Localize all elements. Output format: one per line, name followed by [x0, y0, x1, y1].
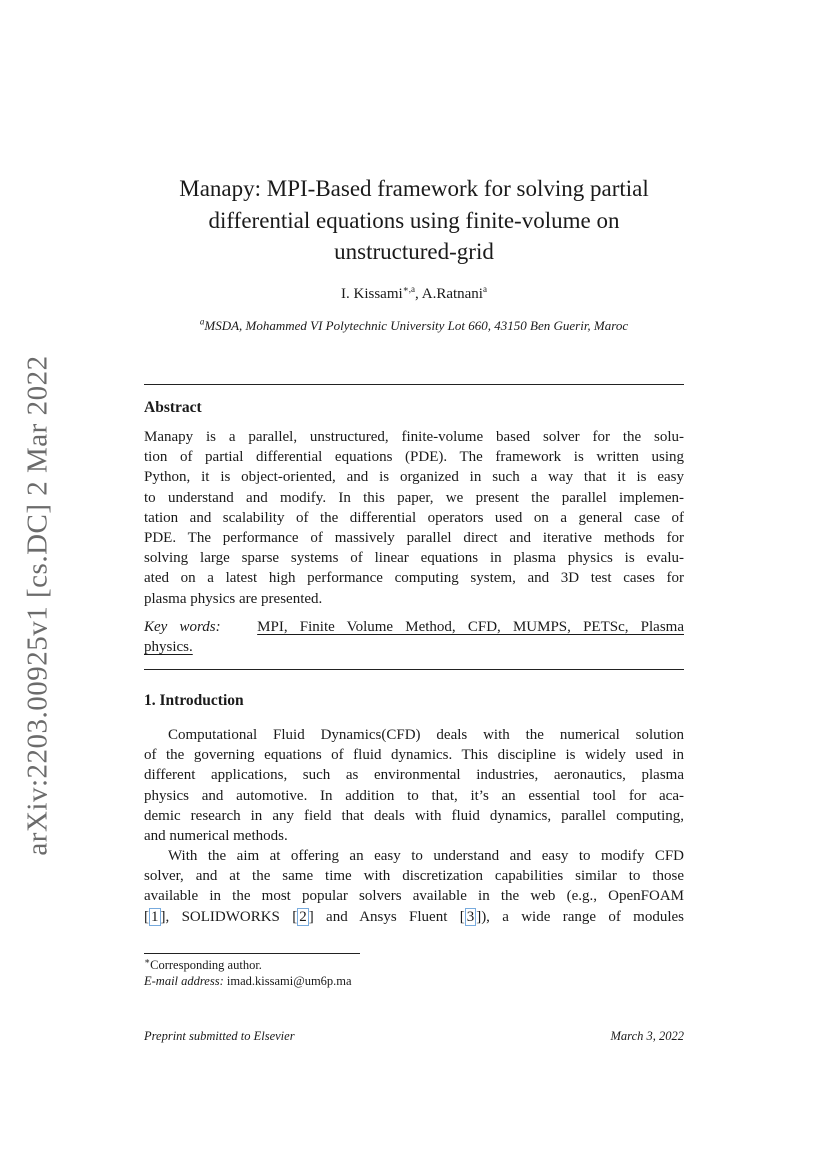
- paper-title: [100, 173, 728, 268]
- author-name: I. Kissami: [341, 286, 403, 302]
- body-text: and Ansys Fluent: [313, 908, 460, 925]
- author-mark: a: [482, 284, 487, 294]
- abstract-line: tation and scalability of the differential operators used on a general case of: [144, 509, 684, 526]
- abstract-line: plasma physics are presented.: [144, 590, 323, 607]
- abstract-line: PDE. The performance of massively parallel direct and iterative methods for: [144, 530, 684, 547]
- body-line: physics and automotive. In addition to that, it’s an essential tool for aca-: [144, 787, 684, 804]
- arxiv-sidebar: [18, 354, 58, 856]
- abstract-line: Manapy is a parallel, unstructured, finite-volume based solver for the solu-: [144, 429, 684, 445]
- body-line: demic research in any field that deals with fluid dynamics, parallel computing,: [144, 807, 684, 824]
- footnote-corresponding: [144, 955, 262, 973]
- intro-paragraph-1: [144, 725, 684, 846]
- keywords-line: [144, 617, 684, 637]
- affiliation-text: MSDA, Mohammed VI Polytechnic University Lot 660, 43150 Ben Guerir, Maroc: [204, 318, 629, 333]
- title-line: Manapy: MPI-Based framework for solving partial: [179, 176, 649, 201]
- title-line: unstructured-grid: [334, 239, 494, 264]
- body-line: [ 1 ], SOLIDWORKS [ 2 ] and Ansys Fluent [ 3 ]), a wide range of modules: [144, 908, 684, 925]
- arxiv-identifier: arXiv:2203.00925v1 [cs.DC] 2 Mar 2022: [21, 354, 54, 856]
- abstract-line: solving large sparse systems of linear equations in plasma physics is evalu-: [144, 550, 684, 567]
- body-line: available in the most popular solvers available in the web (e.g., OpenFOAM: [144, 888, 684, 905]
- body-line: solver, and at the same time with discretization capabilities similar to those: [144, 868, 684, 885]
- footnote-email: [144, 974, 352, 989]
- footnote-text: Corresponding author.: [150, 958, 262, 972]
- citation-link-1[interactable]: 1: [151, 908, 159, 925]
- affiliation-mark: a: [199, 316, 205, 327]
- abstract-line: to understand and modify. In this paper, we present the parallel implemen-: [144, 489, 684, 506]
- body-text: ), a wide range of modules: [481, 908, 684, 925]
- email-address: imad.kissami@um6p.ma: [226, 974, 352, 988]
- keywords-line: [144, 637, 684, 657]
- abstract-bottom-rule: [144, 669, 684, 670]
- abstract-heading: Abstract: [144, 399, 202, 416]
- author-mark: ∗,a: [402, 284, 416, 294]
- author-list: [144, 286, 684, 303]
- author-separator: ,: [415, 286, 422, 302]
- abstract-line: ated on a latest high performance computing system, and 3D test cases for: [144, 570, 684, 587]
- keywords-text: physics.: [144, 639, 193, 656]
- citation-link-3[interactable]: 3: [466, 908, 475, 925]
- footnote-rule: [144, 953, 360, 954]
- section-heading-introduction: 1. Introduction: [144, 692, 244, 709]
- abstract-line: Python, it is object-oriented, and is organized in such a way that it is easy: [144, 469, 684, 486]
- body-text: , SOLIDWORKS: [165, 908, 293, 925]
- footnote-mark: ∗: [144, 955, 151, 966]
- title-line: differential equations using finite-volume on: [208, 207, 620, 233]
- keywords-text: MPI, Finite Volume Method, CFD, MUMPS, PETSc, Plasma: [257, 619, 684, 635]
- intro-paragraph-2: [144, 846, 684, 927]
- body-line: Computational Fluid Dynamics(CFD) deals with the numerical solution: [168, 727, 684, 743]
- email-label: E-mail address:: [144, 974, 224, 988]
- footer-date: March 3, 2022: [610, 1029, 684, 1043]
- citation-link-2[interactable]: 2: [299, 908, 307, 925]
- body-line: With the aim at offering an easy to understand and easy to modify CFD: [168, 848, 684, 864]
- body-line: different applications, such as environmental industries, aeronautics, plasma: [144, 767, 684, 784]
- body-line: and numerical methods.: [144, 828, 288, 845]
- keywords-label: Key words:: [144, 619, 221, 635]
- footer-preprint: Preprint submitted to Elsevier: [144, 1029, 295, 1043]
- body-line: of the governing equations of fluid dynamics. This discipline is widely used in: [144, 747, 684, 764]
- affiliation: [144, 318, 684, 334]
- abstract-top-rule: [144, 384, 684, 385]
- abstract-body: [144, 427, 684, 609]
- abstract-line: tion of partial differential equations (PDE). The framework is written using: [144, 449, 684, 466]
- author-name: A.Ratnani: [421, 286, 483, 302]
- keywords: [144, 617, 684, 657]
- page-footer: [144, 1029, 684, 1044]
